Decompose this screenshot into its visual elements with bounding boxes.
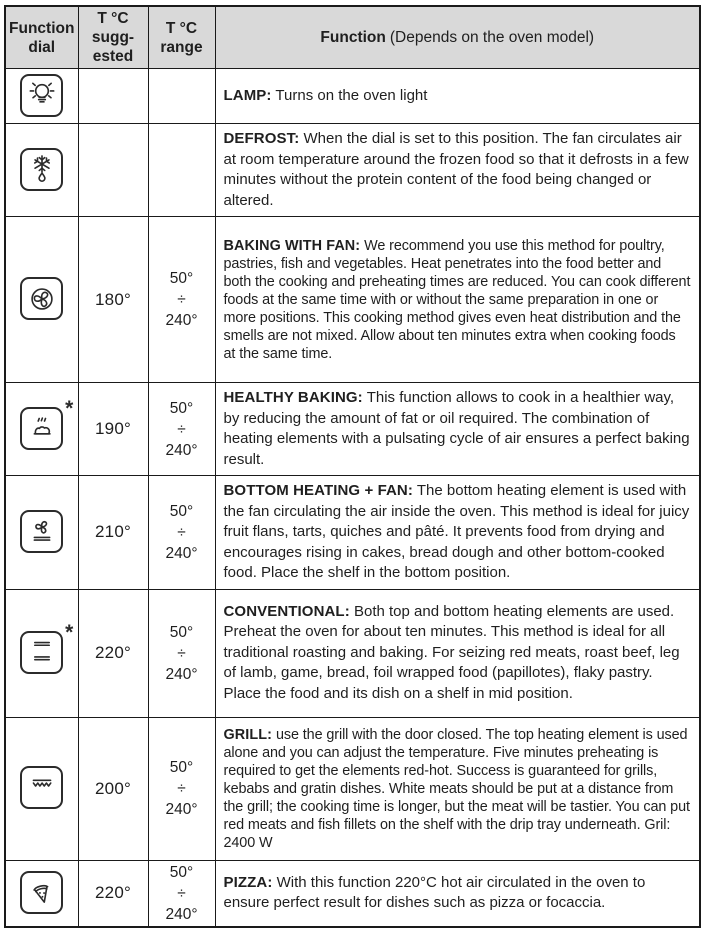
asterisk-mark: * [65,396,74,420]
function-name: DEFROST: [223,130,300,147]
function-description-cell [215,717,700,860]
function-dial-symbol [20,766,63,809]
header-function-bold: Function [320,29,386,46]
temp-range-line: ÷ [177,644,186,662]
header-line: dial [28,38,56,56]
temp-range-cell [148,383,215,476]
function-name: BAKING WITH FAN: [223,237,361,254]
header-line: sugg- [91,29,135,46]
function-name: BOTTOM HEATING + FAN: [223,482,413,499]
conventional-icon [20,631,63,674]
function-description: Turns on the oven light [275,86,428,104]
header-line: T °C [165,19,198,37]
header-row [5,6,700,69]
function-dial-cell [5,69,78,124]
temp-range-line: ÷ [177,523,186,541]
temp-range-line: ÷ [177,420,186,438]
function-dial-cell [5,217,78,383]
function-description-cell [215,124,700,217]
temp-range-line: 240° [165,665,198,683]
table-row [5,717,700,860]
function-dial-cell [5,124,78,217]
header-function-dial [5,6,78,69]
header-function [215,6,700,69]
function-dial-symbol [20,620,74,674]
header-temp-range [148,6,215,69]
suggested-temp-cell: 200° [78,717,148,860]
lamp-icon [20,74,63,117]
temp-range-line: 240° [165,905,198,923]
function-dial-symbol [20,74,63,117]
function-dial-cell [5,717,78,860]
suggested-temp-cell: 220° [78,860,148,927]
table-row [5,217,700,383]
temp-range-line: 240° [165,441,198,459]
temp-range-line: 50° [169,399,194,417]
header-line: ested [92,48,134,65]
header-line: T °C [97,10,129,27]
function-name: GRILL: [223,726,273,743]
function-name: LAMP: [223,86,272,104]
oven-functions-table [4,5,701,928]
function-description-cell [215,476,700,590]
temp-range-line: 50° [169,759,194,776]
function-dial-symbol [20,148,63,191]
suggested-temp-cell [78,69,148,124]
temp-range-line: 240° [165,801,198,818]
temp-range-line: ÷ [177,780,186,797]
function-description: With this function 220°C hot air circulated in the oven to ensure perfect result for dishes such as pizza or focaccia. [223,873,646,912]
header-function-note: (Depends on the oven model) [389,29,595,46]
function-description-cell [215,383,700,476]
temp-range-cell [148,124,215,217]
function-description: The bottom heating element is used with the fan circulating the air inside the oven. This method is ideal for juicy fruit flans, tarts, quiches and pâté. It prevents food from drying and encourages rising in cakes, bread dough and other bottom-cooked food. Place the shelf in the bottom position. [223,482,690,581]
function-description: use the grill with the door closed. The top heating element is used alone and you can adjust the temperature. Five minutes preheating is required to get the elements red-hot. Success is guaranteed for grills, kebabs and gratin dishes. White meats should be put at a distance from the grill; the cooking time is longer, but the meat will be tastier. You can put red meats and fish fillets on the shelf with the drip tray underneath. Gril: 2400 W [223,726,690,851]
function-description-cell [215,589,700,717]
function-description: When the dial is set to this position. The fan circulates air at room temperature around the frozen food so that it defrosts in a few minutes without the protein content of the food being changed or altered. [223,130,689,209]
temp-range-line: 50° [169,863,194,881]
function-description: This function allows to cook in a healthier way, by reducing the amount of fat or oil required. The combination of heating elements with a pulsating cycle of air ensures a perfect baking result. [223,389,690,468]
temp-range-cell [148,717,215,860]
temp-range-cell [148,589,215,717]
table-row [5,589,700,717]
function-name: HEALTHY BAKING: [223,389,363,406]
temp-range-line: 50° [169,623,194,641]
healthy-baking-icon [20,407,63,450]
function-name: PIZZA: [223,873,273,891]
function-dial-symbol [20,277,63,320]
suggested-temp-cell [78,124,148,217]
function-description-cell [215,69,700,124]
temp-range-line: 50° [169,502,194,520]
temp-range-line: ÷ [177,291,186,308]
function-dial-cell [5,589,78,717]
function-description: Both top and bottom heating elements are used. Preheat the oven for about ten minutes. This method is ideal for all traditional roasting and baking. For seizing red meats, roast beef, leg of lamb, game, bread, foil wrapped food (papillotes), flaky pastry. Place the food and its dish on a shelf in mid position. [223,602,680,702]
temp-range-line: 240° [165,312,198,329]
defrost-icon [20,148,63,191]
table-row [5,476,700,590]
temp-range-cell [148,217,215,383]
function-dial-symbol [20,510,63,553]
temp-range-line: 50° [169,270,194,287]
bottom-heating-fan-icon [20,510,63,553]
function-description: We recommend you use this method for poultry, pastries, fish and vegetables. Heat penetrates into the food better and both the cooking and preheating times are reduced. You can cook different foods at the same time with or without the same preparation in one or more positions. This cooking method gives even heat distribution and the smells are not mixed. Allow about ten minutes extra when cooking foods at the same time. [223,237,691,362]
temp-range-cell [148,69,215,124]
suggested-temp-cell: 190° [78,383,148,476]
function-dial-symbol [20,396,74,450]
function-description-cell [215,217,700,383]
function-name: CONVENTIONAL: [223,602,350,620]
header-temp-suggested [78,6,148,69]
suggested-temp-cell: 220° [78,589,148,717]
grill-icon [20,766,63,809]
asterisk-mark: * [65,620,74,644]
temp-range-line: 240° [165,544,198,562]
table-row [5,383,700,476]
function-dial-cell [5,476,78,590]
temp-range-cell [148,476,215,590]
table-row [5,69,700,124]
suggested-temp-cell: 180° [78,217,148,383]
header-line: range [160,38,203,56]
fan-icon [20,277,63,320]
function-dial-symbol [20,871,63,914]
header-line: Function [9,19,75,37]
pizza-icon [20,871,63,914]
function-rows [5,69,700,928]
temp-range-line: ÷ [177,884,186,902]
table-row [5,124,700,217]
function-dial-cell [5,383,78,476]
suggested-temp-cell: 210° [78,476,148,590]
